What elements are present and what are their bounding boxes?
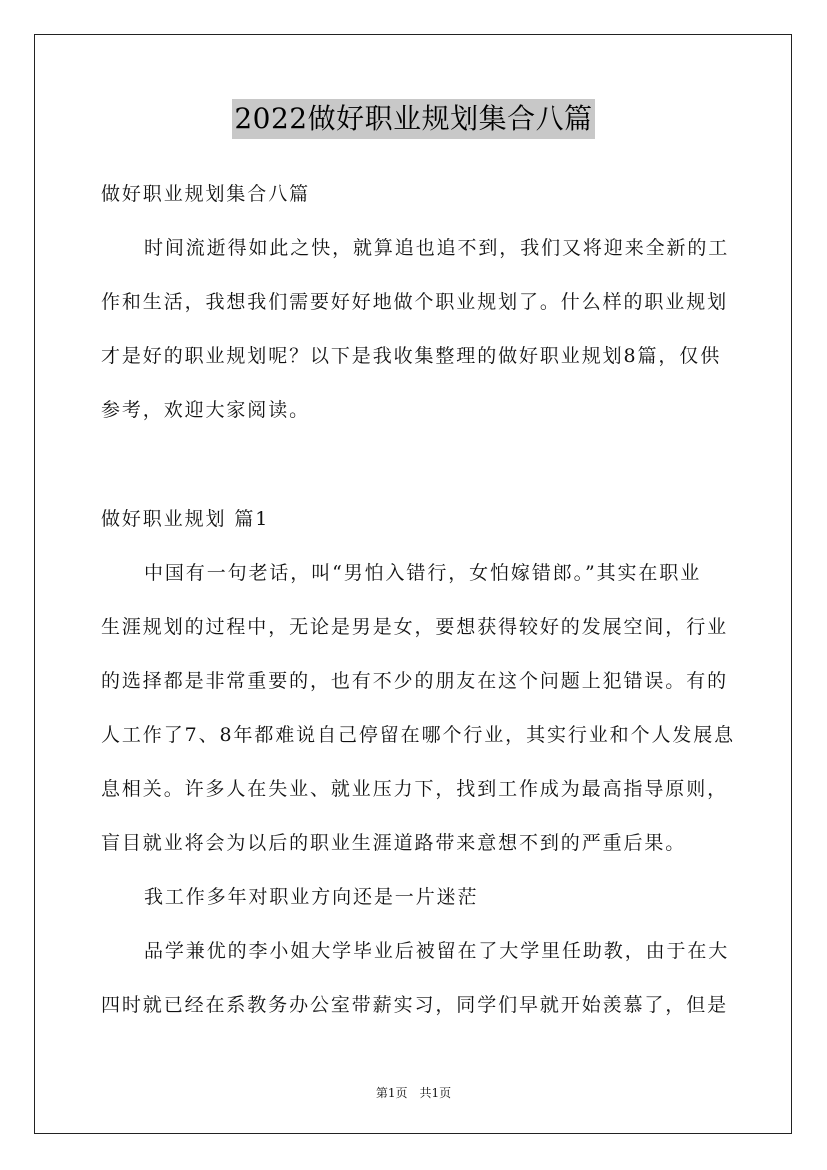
intro-line-1: 时间流逝得如此之快，就算追也追不到，我们又将迎来全新的工 bbox=[144, 237, 730, 259]
para2-line-2: 四时就已经在系教务办公室带薪实习，同学们早就开始羡慕了，但是 bbox=[101, 994, 729, 1016]
intro-line-4: 参考，欢迎大家阅读。 bbox=[101, 399, 311, 421]
section1-line-6: 盲目就业将会为以后的职业生涯道路带来意想不到的严重后果。 bbox=[101, 832, 687, 854]
document-title: 2022做好职业规划集合八篇 bbox=[232, 99, 594, 139]
page-footer: 第1页 共1页 bbox=[375, 1086, 452, 1100]
intro-line-3: 才是好的职业规划呢？以下是我收集整理的做好职业规划8篇，仅供 bbox=[101, 345, 722, 367]
para2-line-1: 品学兼优的李小姐大学毕业后被留在了大学里任助教，由于在大 bbox=[144, 940, 730, 962]
subheading: 我工作多年对职业方向还是一片迷茫 bbox=[144, 886, 479, 908]
document-subtitle: 做好职业规划集合八篇 bbox=[101, 183, 311, 205]
section1-line-5: 息相关。许多人在失业、就业压力下，找到工作成为最高指导原则， bbox=[101, 778, 729, 800]
title-container bbox=[0, 99, 827, 139]
section1-line-1: 中国有一句老话，叫“男怕入错行，女怕嫁错郎。”其实在职业 bbox=[144, 562, 702, 584]
section-heading: 做好职业规划 篇1 bbox=[101, 508, 270, 530]
section1-line-3: 的选择都是非常重要的，也有不少的朋友在这个问题上犯错误。有的 bbox=[101, 670, 729, 692]
section1-line-4: 人工作了7、8年都难说自己停留在哪个行业，其实行业和个人发展息 bbox=[101, 724, 736, 746]
intro-line-2: 作和生活，我想我们需要好好地做个职业规划了。什么样的职业规划 bbox=[101, 291, 729, 313]
section1-line-2: 生涯规划的过程中，无论是男是女，要想获得较好的发展空间，行业 bbox=[101, 616, 729, 638]
